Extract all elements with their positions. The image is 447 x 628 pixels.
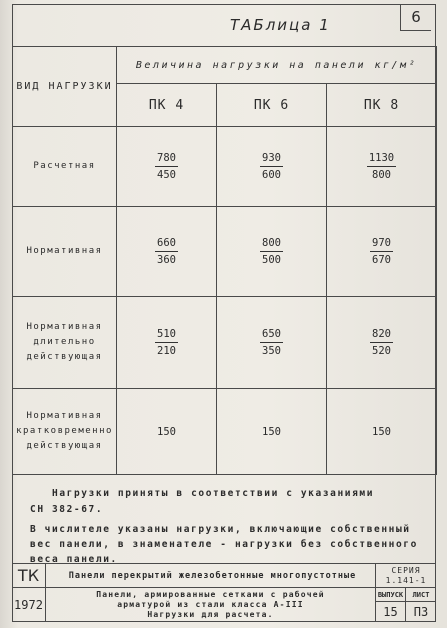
header-panel-pk8: ПК 8 xyxy=(327,84,437,127)
stamp-issue-label: ВЫПУСК xyxy=(376,588,406,602)
row-name: Нормативная xyxy=(13,207,117,297)
value-cell: 150 xyxy=(117,389,217,475)
note-line-2: В числителе указаны нагрузки, включающие собственный вес панели, в знаменателе - нагрузки без собственного веса панели. xyxy=(30,524,418,565)
row-name: Нормативная длительно действующая xyxy=(13,297,117,389)
stamp-series-label: СЕРИЯ xyxy=(391,565,421,575)
value-cell: $\frac{780}{450}$ xyxy=(117,127,217,207)
row-name: Нормативная кратковременно действующая xyxy=(13,389,117,475)
header-load-type: ВИД НАГРУЗКИ xyxy=(13,47,117,127)
table-title: ТАБлица 1 xyxy=(230,16,331,34)
value-cell: 150 xyxy=(327,389,437,475)
stamp-sheet-title-line: Панели, армированные сетками с рабочей xyxy=(96,590,325,599)
value-cell: $\frac{970}{670}$ xyxy=(327,207,437,297)
row-name: Расчетная xyxy=(13,127,117,207)
load-table xyxy=(12,46,437,475)
sheet-number: 6 xyxy=(400,4,431,31)
stamp-series xyxy=(376,564,436,588)
stamp-series-value: 1.141-1 xyxy=(385,575,427,585)
value-cell: $\frac{820}{520}$ xyxy=(327,297,437,389)
header-panel-pk6: ПК 6 xyxy=(217,84,327,127)
table-row xyxy=(13,389,437,475)
stamp-sheet-title xyxy=(46,588,376,622)
stamp-issue-value: 15 xyxy=(376,602,406,622)
stamp-sheet-title-line: Нагрузки для расчета. xyxy=(147,610,274,619)
value-cell: $\frac{650}{350}$ xyxy=(217,297,327,389)
header-panel-pk4: ПК 4 xyxy=(117,84,217,127)
value-cell: $\frac{1130}{800}$ xyxy=(327,127,437,207)
table-row xyxy=(13,207,437,297)
table-row xyxy=(13,297,437,389)
stamp-sheet-title-line: арматурой из стали класса А-III xyxy=(117,600,304,609)
header-load-value: Величина нагрузки на панели кг/м² xyxy=(117,47,437,84)
title-block xyxy=(12,564,436,622)
value-cell: $\frac{660}{360}$ xyxy=(117,207,217,297)
notes-block xyxy=(12,472,436,564)
stamp-sheet-value: П3 xyxy=(413,605,429,619)
value-cell: 150 xyxy=(217,389,327,475)
stamp-tk: ТК xyxy=(12,564,46,588)
note-line-1: Нагрузки приняты в соответствии с указаниями xyxy=(52,488,375,499)
stamp-sheet-label: ЛИСТ xyxy=(406,588,436,602)
value-cell: $\frac{510}{210}$ xyxy=(117,297,217,389)
note-line-1b: СН 382-67. xyxy=(30,504,104,515)
value-cell: $\frac{800}{500}$ xyxy=(217,207,327,297)
stamp-year: 1972 xyxy=(12,588,46,622)
table-row xyxy=(13,127,437,207)
stamp-description: Панели перекрытий железобетонные многопустотные xyxy=(46,564,376,588)
value-cell: $\frac{930}{600}$ xyxy=(217,127,327,207)
